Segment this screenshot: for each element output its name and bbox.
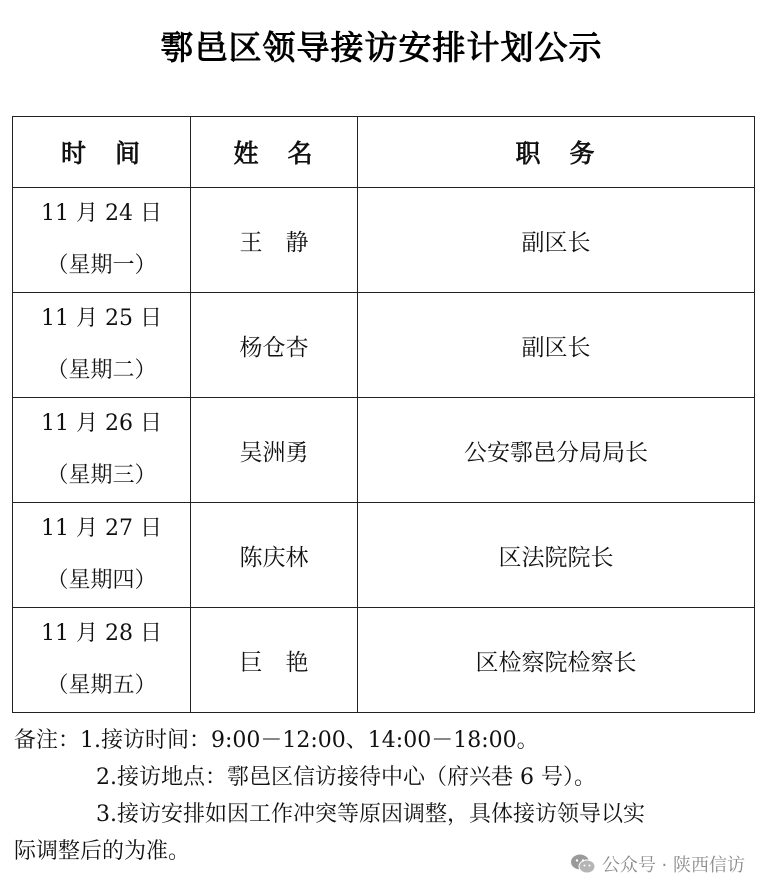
header-time: 时 间 [13,117,191,188]
name-cell: 陈庆林 [191,503,358,608]
notes-section [14,722,754,870]
note-line-location: 2.接访地点：鄠邑区信访接待中心（府兴巷 6 号）。 [96,765,596,790]
name-cell: 吴洲勇 [191,398,358,503]
table-row [13,188,755,293]
schedule-table [12,116,755,713]
name-cell: 杨仓杏 [191,293,358,398]
position-cell: 区法院院长 [358,503,755,608]
weekday-text: （星期四） [46,568,157,593]
name-cell: 王 静 [191,188,358,293]
date-cell [13,608,191,713]
note-line-adjustment: 3.接访安排如因工作冲突等原因调整，具体接访领导以实 [96,802,645,827]
table-row [13,608,755,713]
date-cell [13,503,191,608]
weekday-text: （星期五） [46,673,157,698]
header-name: 姓 名 [191,117,358,188]
position-cell: 公安鄠邑分局局长 [358,398,755,503]
wechat-icon [570,853,596,875]
date-text: 11 月 26 日 [41,411,162,436]
position-cell: 副区长 [358,293,755,398]
table-header-row [13,117,755,188]
note-line-adjustment-cont: 际调整后的为准。 [14,839,191,864]
date-cell [13,293,191,398]
date-text: 11 月 28 日 [41,621,162,646]
date-text: 11 月 25 日 [41,306,162,331]
date-text: 11 月 24 日 [41,201,162,226]
table-row [13,503,755,608]
position-cell: 副区长 [358,188,755,293]
position-cell: 区检察院检察长 [358,608,755,713]
weekday-text: （星期三） [46,463,157,488]
watermark [570,851,745,877]
date-text: 11 月 27 日 [41,516,162,541]
weekday-text: （星期一） [46,253,157,278]
table-row [13,398,755,503]
header-position: 职 务 [358,117,755,188]
name-cell: 巨 艳 [191,608,358,713]
watermark-text: 公众号 · 陕西信访 [601,855,745,876]
date-cell [13,188,191,293]
page-title: 鄠邑区领导接访安排计划公示 [160,28,603,67]
date-cell [13,398,191,503]
note-line-time: 备注：1.接访时间：9:00－12:00、14:00－18:00。 [14,728,539,753]
weekday-text: （星期二） [46,358,157,383]
table-row [13,293,755,398]
